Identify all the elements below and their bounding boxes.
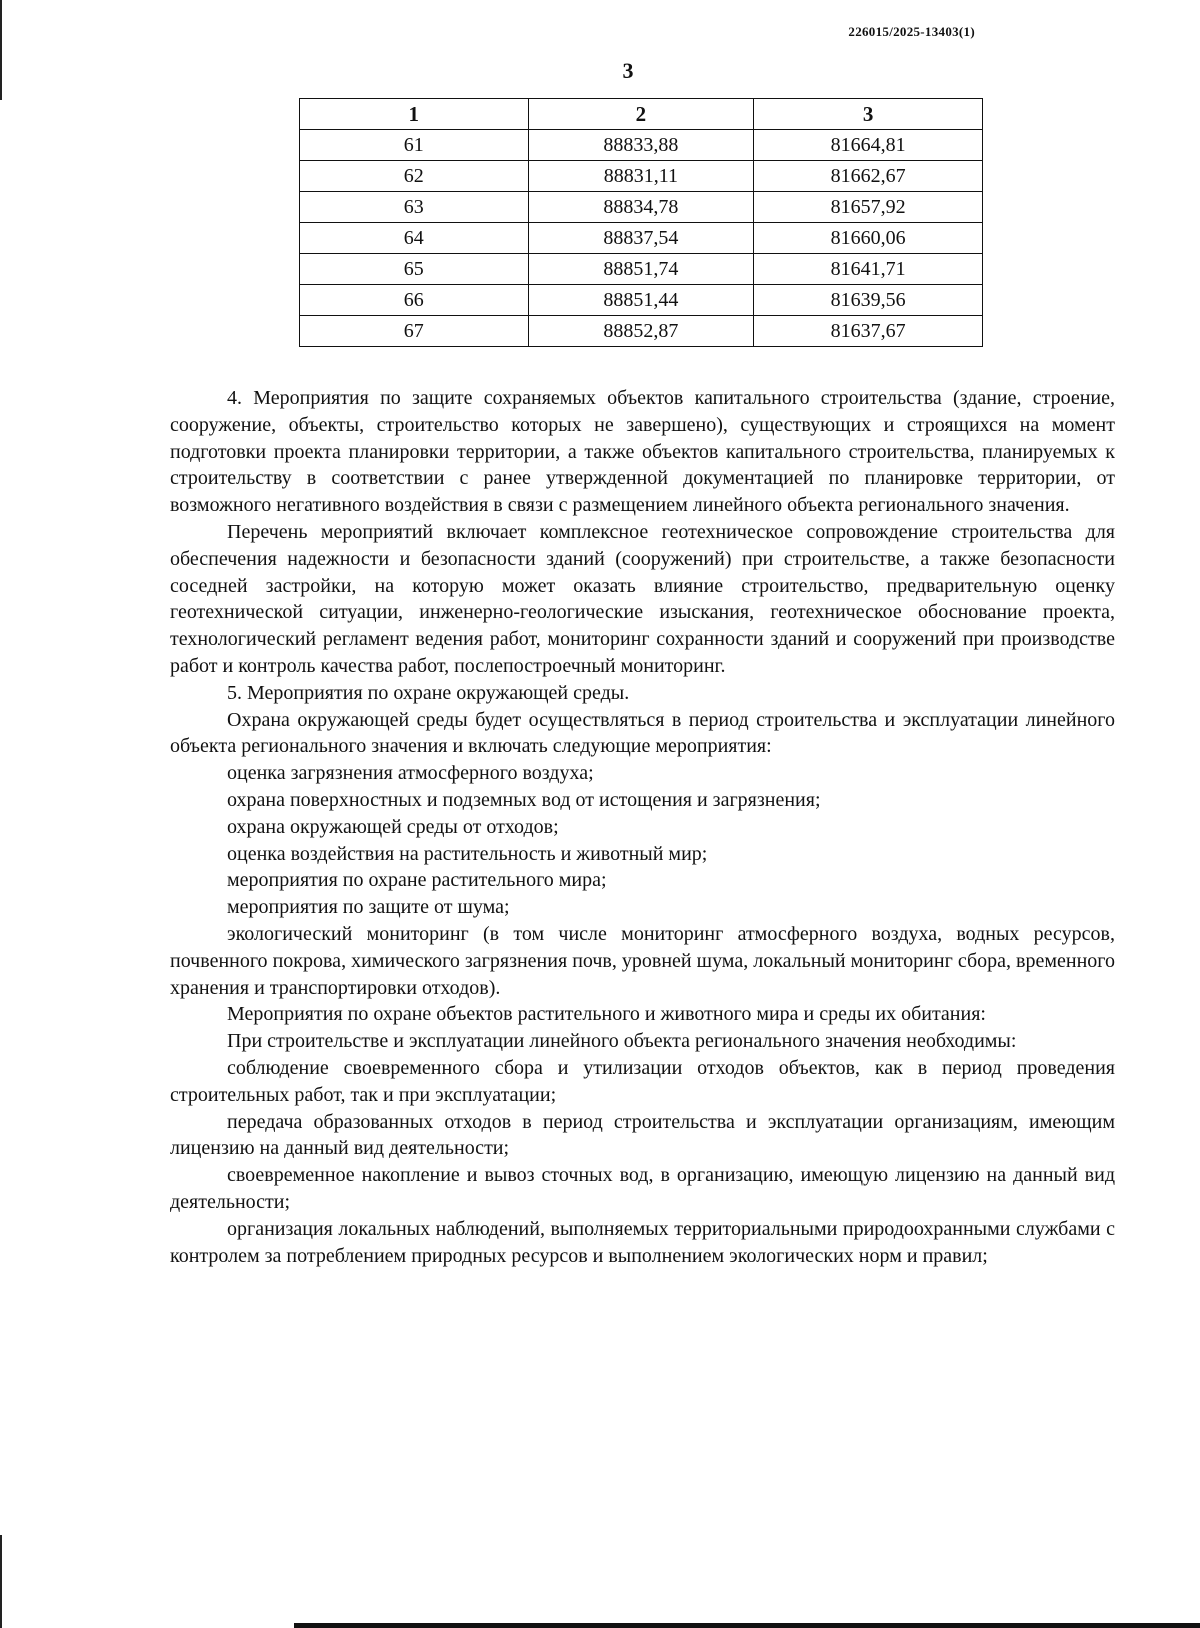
point-number: 61 — [300, 130, 529, 161]
table-row — [300, 223, 983, 254]
coordinate-x: 88851,74 — [528, 254, 754, 285]
document-number: 226015/2025-13403(1) — [848, 24, 975, 39]
table-row — [300, 285, 983, 316]
page-number: 3 — [622, 58, 634, 83]
point-number: 63 — [300, 192, 529, 223]
point-number: 62 — [300, 161, 529, 192]
section-5-heading: 5. Мероприятия по охране окружающей среды. — [227, 681, 630, 704]
coordinate-x: 88852,87 — [528, 316, 754, 347]
coordinates-table — [299, 98, 983, 347]
coordinate-y: 81662,67 — [754, 161, 983, 192]
table-row — [300, 316, 983, 347]
coordinate-x: 88831,11 — [528, 161, 754, 192]
coordinate-x: 88834,78 — [528, 192, 754, 223]
coordinate-y: 81657,92 — [754, 192, 983, 223]
waste-collection-paragraph: соблюдение своевременного сбора и утилизации отходов объектов, как в период проведения строительных работ, так и при эксплуатации; — [170, 1056, 1115, 1106]
list-item: мероприятия по охране растительного мира; — [227, 869, 607, 892]
ecological-monitoring-paragraph: экологический мониторинг (в том числе мониторинг атмосферного воздуха, водных ресурсов, почвенного покрова, химического загрязнения почв, уровней шума, локальный мониторинг сбора, временного хранения и транспортировки отходов). — [170, 922, 1115, 999]
list-item: охрана поверхностных и подземных вод от истощения и загрязнения; — [227, 788, 821, 811]
coordinate-x: 88851,44 — [528, 285, 754, 316]
table-row — [300, 192, 983, 223]
environment-protection-paragraph: Охрана окружающей среды будет осуществляться в период строительства и эксплуатации линейного объекта регионального значения и включать следующие мероприятия: — [170, 708, 1115, 758]
table-row — [300, 161, 983, 192]
scan-bottom-border — [294, 1623, 1200, 1628]
table-row — [300, 130, 983, 161]
table-header-row — [300, 99, 983, 130]
section-4-paragraph: 4. Мероприятия по защите сохраняемых объектов капитального строительства (здание, строение, сооружение, объекты, строительство которых не завершено), существующих и строящихся на момент подготовки проекта планировки территории, а также объектов капитального строительства, планируемых к строительству в соответствии с ранее утвержденной документацией по планировке территории, от возможного негативного воздействия в связи с размещением линейного объекта регионального значения. — [170, 387, 1115, 517]
point-number: 66 — [300, 285, 529, 316]
coordinate-x: 88833,88 — [528, 130, 754, 161]
column-header: 2 — [528, 99, 754, 130]
column-header: 3 — [754, 99, 983, 130]
table-row — [300, 254, 983, 285]
measures-list-paragraph: Перечень мероприятий включает комплексное геотехническое сопровождение строительства для обеспечения надежности и безопасности зданий (сооружений) при строительстве, а также безопасности соседней застройки, на которую может оказать влияние строительство, предварительную оценку геотехнической ситуации, инженерно-геологические изыскания, геотехническое обоснование проекта, технологический регламент ведения работ, мониторинг сохранности зданий и сооружений при производстве работ и контроль качества работ, послепостроечный мониторинг. — [170, 520, 1115, 677]
list-item: охрана окружающей среды от отходов; — [227, 815, 559, 838]
coordinate-y: 81660,06 — [754, 223, 983, 254]
list-item: оценка воздействия на растительность и животный мир; — [227, 842, 708, 865]
construction-requirements-paragraph: При строительстве и эксплуатации линейного объекта регионального значения необходимы: — [227, 1030, 1017, 1053]
scan-edge-bottom — [0, 1535, 2, 1628]
point-number: 67 — [300, 316, 529, 347]
column-header: 1 — [300, 99, 529, 130]
scan-edge-top — [0, 0, 2, 100]
document-body — [170, 385, 1115, 1269]
coordinate-y: 81637,67 — [754, 316, 983, 347]
coordinate-y: 81639,56 — [754, 285, 983, 316]
coordinate-y: 81664,81 — [754, 130, 983, 161]
waste-transfer-paragraph: передача образованных отходов в период строительства и эксплуатации организациям, имеющим лицензию на данный вид деятельности; — [170, 1110, 1115, 1160]
coordinate-y: 81641,71 — [754, 254, 983, 285]
list-item: мероприятия по защите от шума; — [227, 896, 510, 919]
point-number: 64 — [300, 223, 529, 254]
point-number: 65 — [300, 254, 529, 285]
flora-fauna-heading: Мероприятия по охране объектов растительного и животного мира и среды их обитания: — [227, 1003, 986, 1026]
list-item: оценка загрязнения атмосферного воздуха; — [227, 762, 594, 785]
wastewater-paragraph: своевременное накопление и вывоз сточных вод, в организацию, имеющую лицензию на данный вид деятельности; — [170, 1164, 1115, 1213]
local-observation-paragraph: организация локальных наблюдений, выполняемых территориальными природоохранными службами с контролем за потреблением природных ресурсов и выполнением экологических норм и правил; — [170, 1217, 1115, 1267]
coordinate-x: 88837,54 — [528, 223, 754, 254]
